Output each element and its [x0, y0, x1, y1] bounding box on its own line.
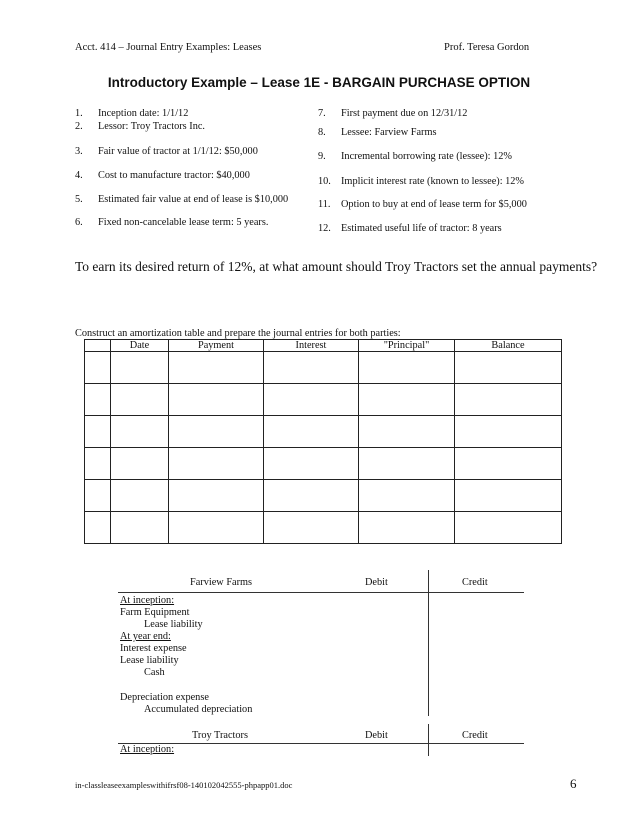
column-header-date: Date	[111, 340, 169, 352]
fact-item: 6. Fixed non-cancelable lease term: 5 years.	[75, 217, 269, 228]
table-cell	[169, 512, 264, 544]
table-cell	[455, 384, 562, 416]
table-cell	[85, 480, 111, 512]
table-cell	[359, 480, 455, 512]
table-cell	[264, 384, 359, 416]
table-cell	[264, 416, 359, 448]
je-line: Lease liability	[144, 619, 203, 630]
table-cell	[169, 416, 264, 448]
troy-title: Troy Tractors	[192, 730, 248, 741]
je-line: Lease liability	[120, 655, 179, 666]
table-cell	[359, 384, 455, 416]
fact-item: 7. First payment due on 12/31/12	[318, 108, 468, 119]
table-cell	[359, 512, 455, 544]
table-cell	[85, 416, 111, 448]
column-header	[85, 340, 111, 352]
table-cell	[111, 352, 169, 384]
je-line: Interest expense	[120, 643, 187, 654]
table-cell	[85, 384, 111, 416]
table-cell	[111, 448, 169, 480]
fact-item: 11. Option to buy at end of lease term for $5,000	[318, 199, 527, 210]
table-cell	[455, 480, 562, 512]
fact-item: 5. Estimated fair value at end of lease is $10,000	[75, 194, 289, 205]
column-header-balance: Balance	[455, 340, 562, 352]
table-cell	[111, 480, 169, 512]
table-cell	[359, 352, 455, 384]
farview-column-divider	[428, 570, 429, 716]
troy-column-divider	[428, 724, 429, 756]
table-cell	[264, 352, 359, 384]
table-row	[85, 352, 562, 384]
table-cell	[359, 448, 455, 480]
table-cell	[455, 416, 562, 448]
table-cell	[455, 448, 562, 480]
question-text: To earn its desired return of 12%, at what amount should Troy Tractors set the annual payments?	[75, 259, 598, 274]
doc-header-left: Acct. 414 – Journal Entry Examples: Leases	[75, 42, 262, 53]
table-cell	[264, 480, 359, 512]
column-header-payment: Payment	[169, 340, 264, 352]
je-line: At year end:	[120, 631, 171, 642]
je-line: Depreciation expense	[120, 692, 209, 703]
fact-item: 8. Lessee: Farview Farms	[318, 127, 437, 138]
table-cell	[264, 512, 359, 544]
fact-item: 3. Fair value of tractor at 1/1/12: $50,000	[75, 146, 258, 157]
footer-filename: in-classleaseexampleswithifrsf08-140102042555-phpapp01.doc	[75, 780, 293, 790]
table-row	[85, 480, 562, 512]
table-cell	[169, 384, 264, 416]
je-line: At inception:	[120, 744, 175, 755]
table-header-row	[85, 340, 562, 352]
table-cell	[455, 512, 562, 544]
farview-credit-header: Credit	[462, 577, 488, 588]
table-cell	[85, 512, 111, 544]
je-line: Farm Equipment	[120, 607, 190, 618]
table-cell	[359, 416, 455, 448]
table-cell	[111, 416, 169, 448]
farview-debit-header: Debit	[365, 577, 388, 588]
fact-item: 10. Implicit interest rate (known to lessee): 12%	[318, 176, 525, 187]
page-number: 6	[570, 776, 577, 791]
table-cell	[85, 448, 111, 480]
fact-item: 1. Inception date: 1/1/12	[75, 108, 189, 119]
fact-item: 9. Incremental borrowing rate (lessee): 12%	[318, 151, 512, 162]
table-cell	[169, 448, 264, 480]
table-cell	[111, 384, 169, 416]
table-cell	[169, 480, 264, 512]
fact-item: 2. Lessor: Troy Tractors Inc.	[75, 121, 205, 132]
je-line: Accumulated depreciation	[144, 704, 253, 715]
column-header-interest: Interest	[264, 340, 359, 352]
je-line: At inception:	[120, 595, 175, 606]
table-cell	[264, 448, 359, 480]
troy-credit-header: Credit	[462, 730, 488, 741]
construct-instruction: Construct an amortization table and prepare the journal entries for both parties:	[75, 328, 401, 339]
table-cell	[85, 352, 111, 384]
farview-header-rule	[118, 592, 524, 593]
doc-header-right: Prof. Teresa Gordon	[444, 42, 530, 53]
table-row	[85, 512, 562, 544]
table-cell	[169, 352, 264, 384]
column-header-principal: "Principal"	[359, 340, 455, 352]
table-cell	[455, 352, 562, 384]
troy-debit-header: Debit	[365, 730, 388, 741]
farview-title: Farview Farms	[190, 577, 253, 588]
table-row	[85, 384, 562, 416]
amortization-table	[84, 339, 562, 544]
fact-item: 12. Estimated useful life of tractor: 8 years	[318, 223, 502, 234]
fact-item: 4. Cost to manufacture tractor: $40,000	[75, 170, 250, 181]
table-cell	[111, 512, 169, 544]
table-row	[85, 448, 562, 480]
troy-header-rule	[118, 743, 524, 744]
je-line: Cash	[144, 667, 165, 678]
table-row	[85, 416, 562, 448]
page-title: Introductory Example – Lease 1E - BARGAIN PURCHASE OPTION	[107, 75, 531, 90]
